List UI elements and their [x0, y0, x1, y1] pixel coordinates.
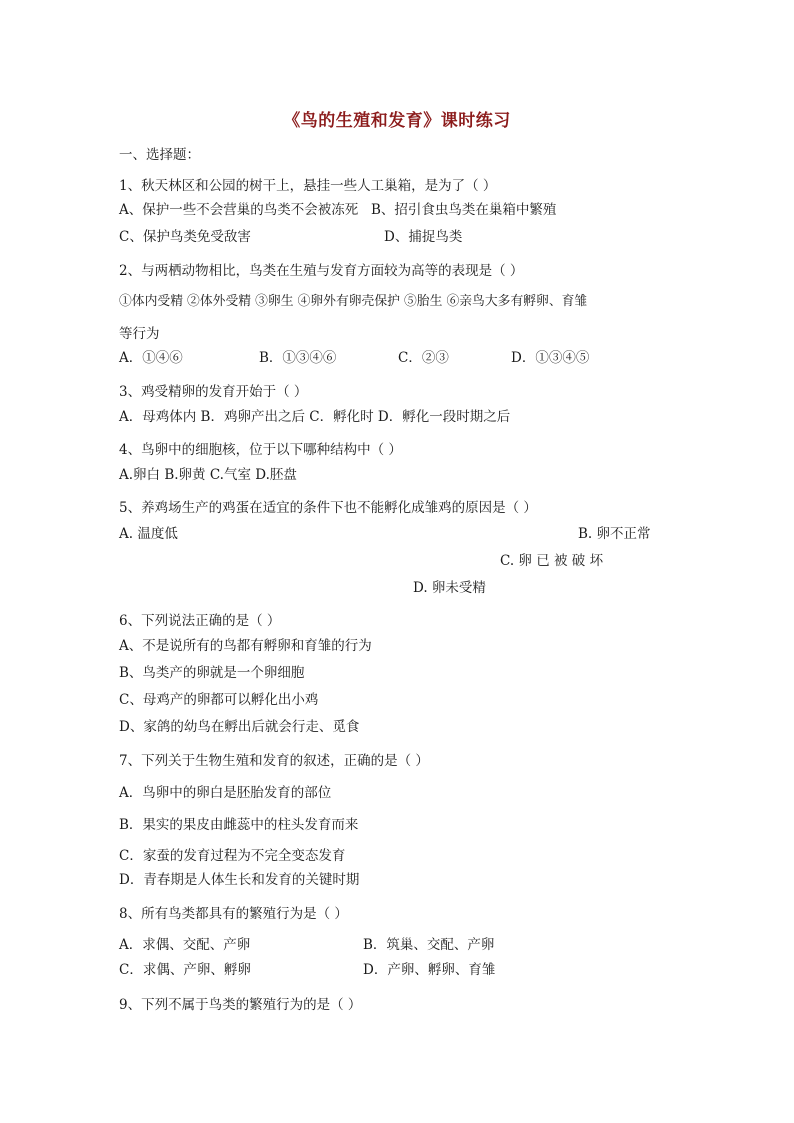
question-8-option-c: C．求偶、产卵、孵卵	[119, 962, 251, 978]
question-8-option-d: D．产卵、孵卵、育雏	[363, 962, 496, 978]
question-9-stem: 9、下列不属于鸟类的繁殖行为的是（ ）	[119, 997, 362, 1013]
question-1-option-c: C、保护鸟类免受敌害	[119, 229, 251, 245]
question-5-stem: 5、养鸡场生产的鸡蛋在适宜的条件下也不能孵化成雏鸡的原因是（ ）	[119, 500, 537, 516]
question-2-items-line-1: ①体内受精 ②体外受精 ③卵生 ④卵外有卵壳保护 ⑤胎生 ⑥亲鸟大多有孵卵、育雏	[119, 294, 588, 309]
question-1-option-a: A、保护一些不会营巢的鸟类不会被冻死	[119, 202, 359, 218]
question-4-options: A.卵白 B.卵黄 C.气室 D.胚盘	[119, 467, 297, 483]
question-6-option-b: B、鸟类产的卵就是一个卵细胞	[119, 665, 305, 681]
question-6-option-a: A、不是说所有的鸟都有孵卵和育雏的行为	[119, 638, 372, 654]
question-3-stem: 3、鸡受精卵的发育开始于（ ）	[119, 384, 308, 400]
question-1-option-b: B、招引食虫鸟类在巢箱中繁殖	[371, 202, 557, 218]
question-5-option-c: C. 卵 已 被 破 坏	[500, 553, 604, 569]
question-2-option-c: C．②③	[398, 350, 449, 366]
question-4-stem: 4、鸟卵中的细胞核，位于以下哪种结构中（ ）	[119, 442, 402, 458]
question-2-stem: 2、与两栖动物相比，鸟类在生殖与发育方面较为高等的表现是（ ）	[119, 263, 524, 279]
question-1-option-d: D、捕捉鸟类	[384, 229, 463, 245]
question-1-stem: 1、秋天林区和公园的树干上，悬挂一些人工巢箱，是为了（ ）	[119, 178, 497, 194]
question-7-option-a: A．鸟卵中的卵白是胚胎发育的部位	[119, 785, 332, 801]
question-8-option-a: A．求偶、交配、产卵	[119, 937, 251, 953]
question-7-stem: 7、下列关于生物生殖和发育的叙述，正确的是（ ）	[119, 753, 429, 769]
question-6-option-c: C、母鸡产的卵都可以孵化出小鸡	[119, 692, 319, 708]
question-8-stem: 8、所有鸟类都具有的繁殖行为是（ ）	[119, 906, 348, 922]
question-6-stem: 6、下列说法正确的是（ ）	[119, 613, 281, 629]
question-8-option-b: B．筑巢、交配、产卵	[363, 937, 495, 953]
section-heading: 一、选择题：	[119, 147, 200, 163]
question-7-option-c: C．家蚕的发育过程为不完全变态发育	[119, 848, 346, 864]
question-2-items-line-2: 等行为	[119, 326, 160, 342]
question-2-option-a: A．①④⑥	[119, 350, 183, 366]
question-3-options: A．母鸡体内 B．鸡卵产出之后 C．孵化时 D．孵化一段时期之后	[119, 409, 511, 425]
question-5-option-a: A. 温度低	[119, 526, 178, 542]
question-2-option-b: B．①③④⑥	[259, 350, 337, 366]
question-7-option-d: D．青春期是人体生长和发育的关键时期	[119, 872, 360, 888]
question-6-option-d: D、家鸽的幼鸟在孵出后就会行走、觅食	[119, 719, 360, 735]
question-2-option-d: D．①③④⑤	[511, 350, 590, 366]
page-title: 《鸟的生殖和发育》课时练习	[283, 111, 511, 131]
question-7-option-b: B．果实的果皮由雌蕊中的柱头发育而来	[119, 817, 359, 833]
question-5-option-b: B. 卵不正常	[578, 526, 651, 542]
question-5-option-d: D. 卵未受精	[413, 580, 486, 596]
